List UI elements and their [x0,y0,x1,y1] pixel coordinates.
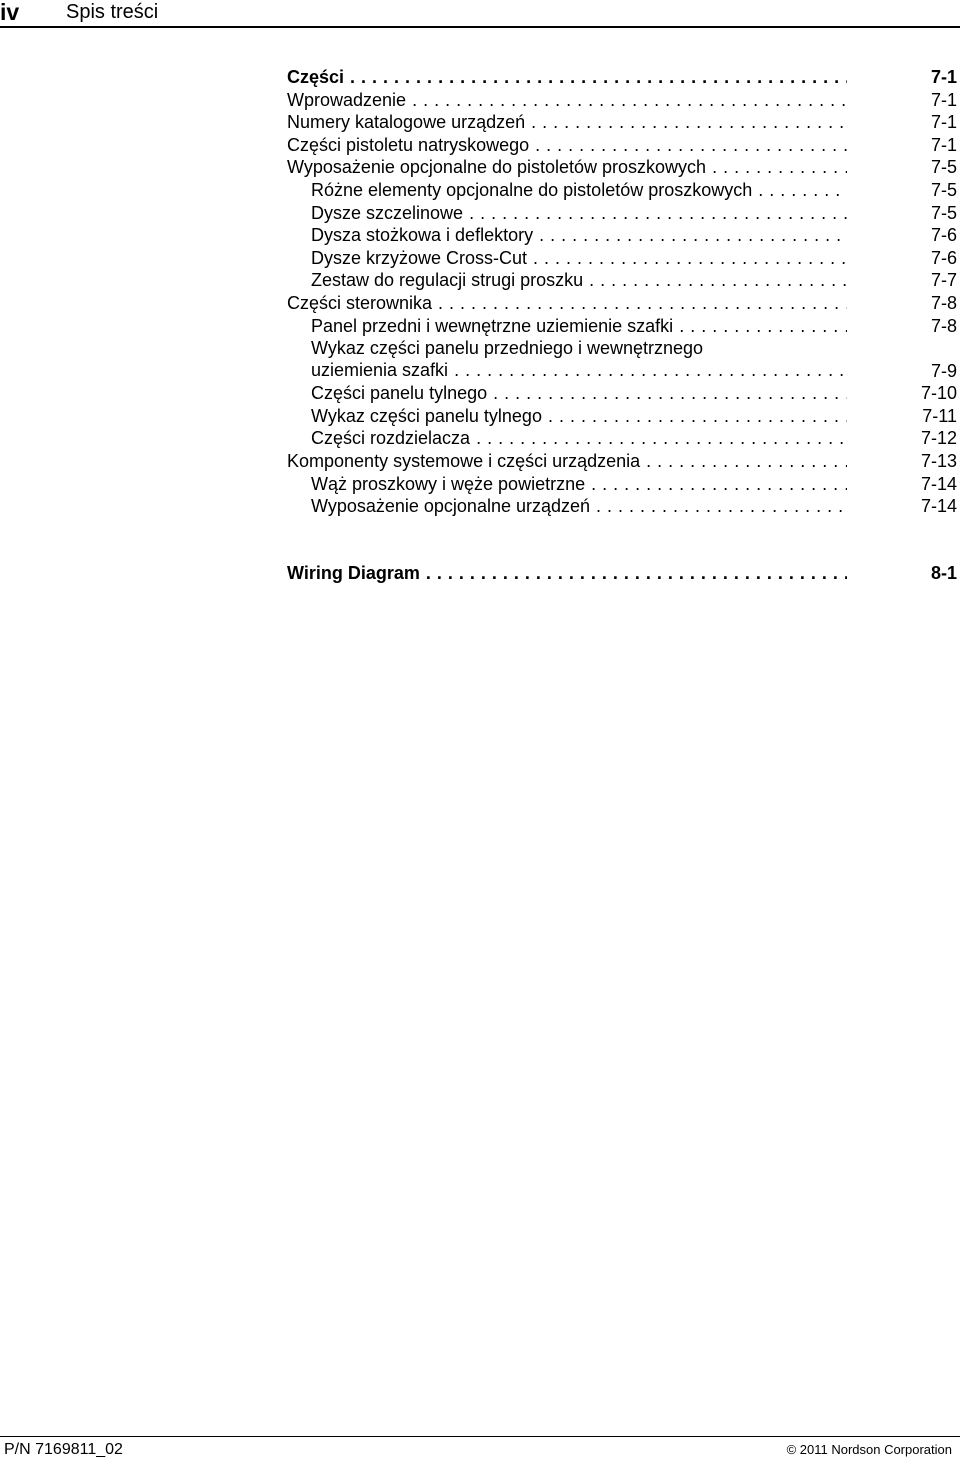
toc-entry-label: Wiring Diagram [287,562,420,583]
toc-entry-wprowadzenie[interactable] [287,89,957,112]
toc-entry-waz-proszkowy[interactable] [287,473,957,496]
toc-entry-wykaz-czesci-panelu-tylnego[interactable] [287,405,957,428]
toc-entry-label: Wyposażenie opcjonalne urządzeń [311,496,591,517]
toc-entry-label: Wykaz części panelu tylnego [311,405,542,426]
toc-entry-page: 7-6 [930,247,957,268]
toc-entry-wyposazenie-opcjonalne-urzadzen[interactable] [287,495,957,518]
toc-entry-label: Zestaw do regulacji strugi proszku [311,270,584,291]
toc-entry-wykaz-czesci-panelu-przedniego[interactable] [287,337,957,382]
toc-entry-label: Części rozdzielacza [311,428,471,449]
toc-entry-label: Panel przedni i wewnętrzne uziemienie szafki [311,315,674,336]
toc-entry-label: Wyposażenie opcjonalne do pistoletów proszkowych [287,157,707,178]
toc-entry-page: 7-8 [930,292,957,313]
toc-entry-page: 7-1 [930,67,957,87]
toc-entry-label: Dysze krzyżowe Cross-Cut [311,247,528,268]
toc-entry-komponenty-systemowe[interactable] [287,450,957,473]
toc-entry-page: 7-6 [930,225,957,246]
toc-entry-czesci-panelu-tylnego[interactable] [287,382,957,405]
table-of-contents [287,66,957,584]
toc-entry-page: 7-5 [930,157,957,178]
footer-divider [0,1436,960,1437]
toc-entry-dysze-szczelinowe[interactable] [287,202,957,225]
toc-entry-wiring-diagram[interactable] [287,562,957,585]
toc-entry-czesci[interactable] [287,66,957,89]
toc-entry-zestaw-regulacji[interactable] [287,269,957,292]
toc-entry-label: Numery katalogowe urządzeń [287,112,526,133]
toc-entry-page: 7-5 [930,179,957,200]
toc-entry-label: Wąż proszkowy i węże powietrzne [311,473,586,494]
toc-entry-label-line2: uziemienia szafki [311,360,449,381]
toc-entry-wyposazenie-opcjonalne-pistoletow[interactable] [287,156,957,179]
toc-entry-label: Części [287,67,345,87]
toc-entry-czesci-sterownika[interactable] [287,292,957,315]
page-header [0,0,960,28]
toc-entry-label-line1: Wykaz części panelu przedniego i wewnętrznego [311,338,704,359]
toc-entry-page: 7-14 [920,473,957,494]
toc-entry-label: Komponenty systemowe i części urządzenia [287,450,641,471]
toc-entry-page: 7-7 [930,270,957,291]
toc-entry-label: Dysza stożkowa i deflektory [311,225,534,246]
toc-entry-numery-katalogowe[interactable] [287,111,957,134]
toc-entry-czesci-rozdzielacza[interactable] [287,427,957,450]
toc-entry-page: 8-1 [930,562,957,583]
toc-entry-dysza-stozkowa[interactable] [287,224,957,247]
toc-entry-panel-przedni[interactable] [287,315,957,338]
toc-entry-dysze-krzyzowe[interactable] [287,247,957,270]
header-title: Spis treści [66,1,159,23]
toc-entry-page: 7-12 [920,428,957,449]
toc-entry-label: Dysze szczelinowe [311,202,464,223]
toc-entry-page: 7-1 [930,134,957,155]
toc-entry-page: 7-8 [930,315,957,336]
section-spacer [287,518,957,562]
toc-entry-page: 7-14 [920,496,957,517]
toc-entry-page: 7-9 [930,361,957,382]
toc-entry-page: 7-13 [920,450,957,471]
toc-entry-label: Różne elementy opcjonalne do pistoletów proszkowych [311,179,753,200]
toc-entry-czesci-pistoletu[interactable] [287,134,957,157]
toc-entry-page: 7-1 [930,89,957,110]
toc-entry-label: Wprowadzenie [287,89,407,110]
toc-entry-page: 7-11 [922,405,957,426]
toc-entry-rozne-elementy[interactable] [287,179,957,202]
page-footer [0,1436,960,1461]
toc-entry-page: 7-10 [920,383,957,404]
header-divider [0,26,960,28]
page-number: iv [0,0,20,25]
copyright-notice: © 2011 Nordson Corporation [786,1442,952,1457]
toc-entry-page: 7-5 [930,202,957,223]
toc-entry-label: Części pistoletu natryskowego [287,134,530,155]
toc-entry-label: Części sterownika [287,292,433,313]
toc-entry-page: 7-1 [930,112,957,133]
toc-entry-label: Części panelu tylnego [311,383,488,404]
part-number: P/N 7169811_02 [4,1441,123,1458]
